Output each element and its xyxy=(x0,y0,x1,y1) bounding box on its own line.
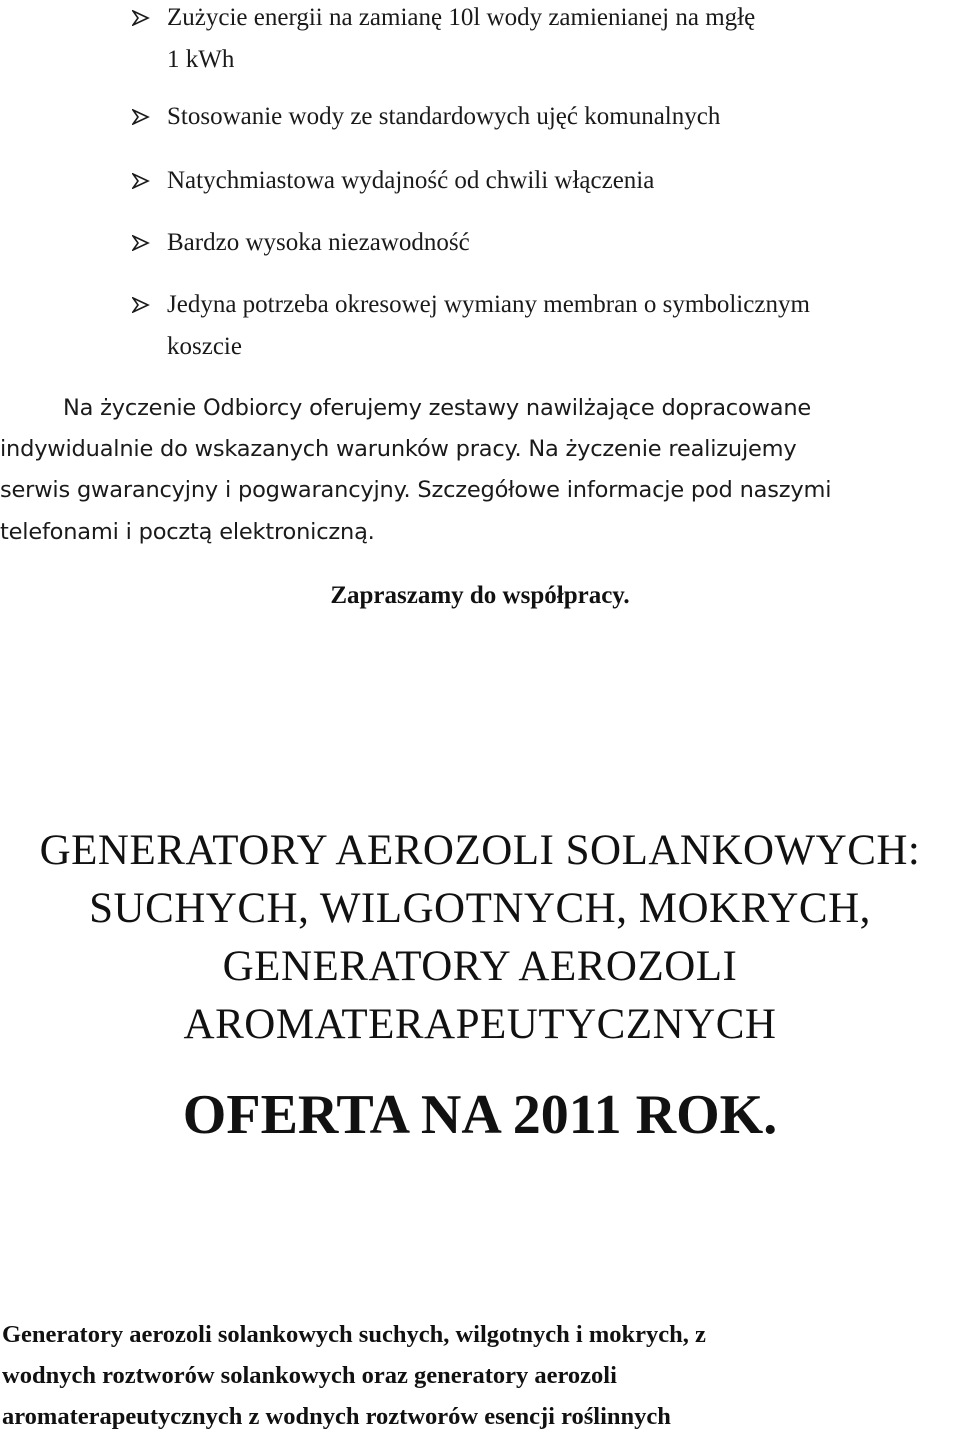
heading-line: SUCHYCH, WILGOTNYCH, MOKRYCH, xyxy=(89,885,871,932)
arrowhead-bullet-icon xyxy=(132,159,154,203)
heading-line: AROMATERAPEUTYCZNYCH xyxy=(183,1001,777,1048)
description-line: wodnych roztworów solankowych oraz generatory aerozoli xyxy=(2,1362,617,1389)
arrowhead-bullet-icon xyxy=(132,283,154,327)
description-line: Generatory aerozoli solankowych suchych, wilgotnych i mokrych, z xyxy=(2,1321,706,1348)
product-description xyxy=(2,1314,960,1437)
feature-text: Jedyna potrzeba okresowej wymiany membran o symbolicznym xyxy=(167,291,810,318)
feature-text: Stosowanie wody ze standardowych ujęć komunalnych xyxy=(167,103,721,130)
arrowhead-bullet-icon xyxy=(132,95,154,139)
feature-text-continued: 1 kWh xyxy=(167,46,235,73)
heading-line: GENERATORY AEROZOLI SOLANKOWYCH: xyxy=(39,827,921,874)
feature-text: Bardzo wysoka niezawodność xyxy=(167,229,470,256)
document-heading xyxy=(0,822,960,1054)
heading-line: GENERATORY AEROZOLI xyxy=(222,943,738,990)
description-line: aromaterapeutycznych z wodnych roztworów esencji roślinnych xyxy=(2,1403,671,1430)
paragraph-line: indywidualnie do wskazanych warunków pracy. Na życzenie realizujemy xyxy=(0,436,797,462)
offer-title: OFERTA NA 2011 ROK. xyxy=(182,1084,778,1146)
feature-text: Natychmiastowa wydajność od chwili włączenia xyxy=(167,167,655,194)
arrowhead-bullet-icon xyxy=(132,221,154,265)
arrowhead-bullet-icon xyxy=(132,0,154,40)
paragraph-line: serwis gwarancyjny i pogwarancyjny. Szczegółowe informacje pod naszymi xyxy=(0,477,832,503)
feature-text: Zużycie energii na zamianę 10l wody zamienianej na mgłę xyxy=(167,4,756,31)
paragraph-line: telefonami i pocztą elektroniczną. xyxy=(0,519,375,545)
invitation-text: Zapraszamy do współpracy. xyxy=(330,582,630,609)
feature-text-continued: koszcie xyxy=(167,333,242,360)
paragraph-line: Na życzenie Odbiorcy oferujemy zestawy nawilżające dopracowane xyxy=(63,395,812,421)
